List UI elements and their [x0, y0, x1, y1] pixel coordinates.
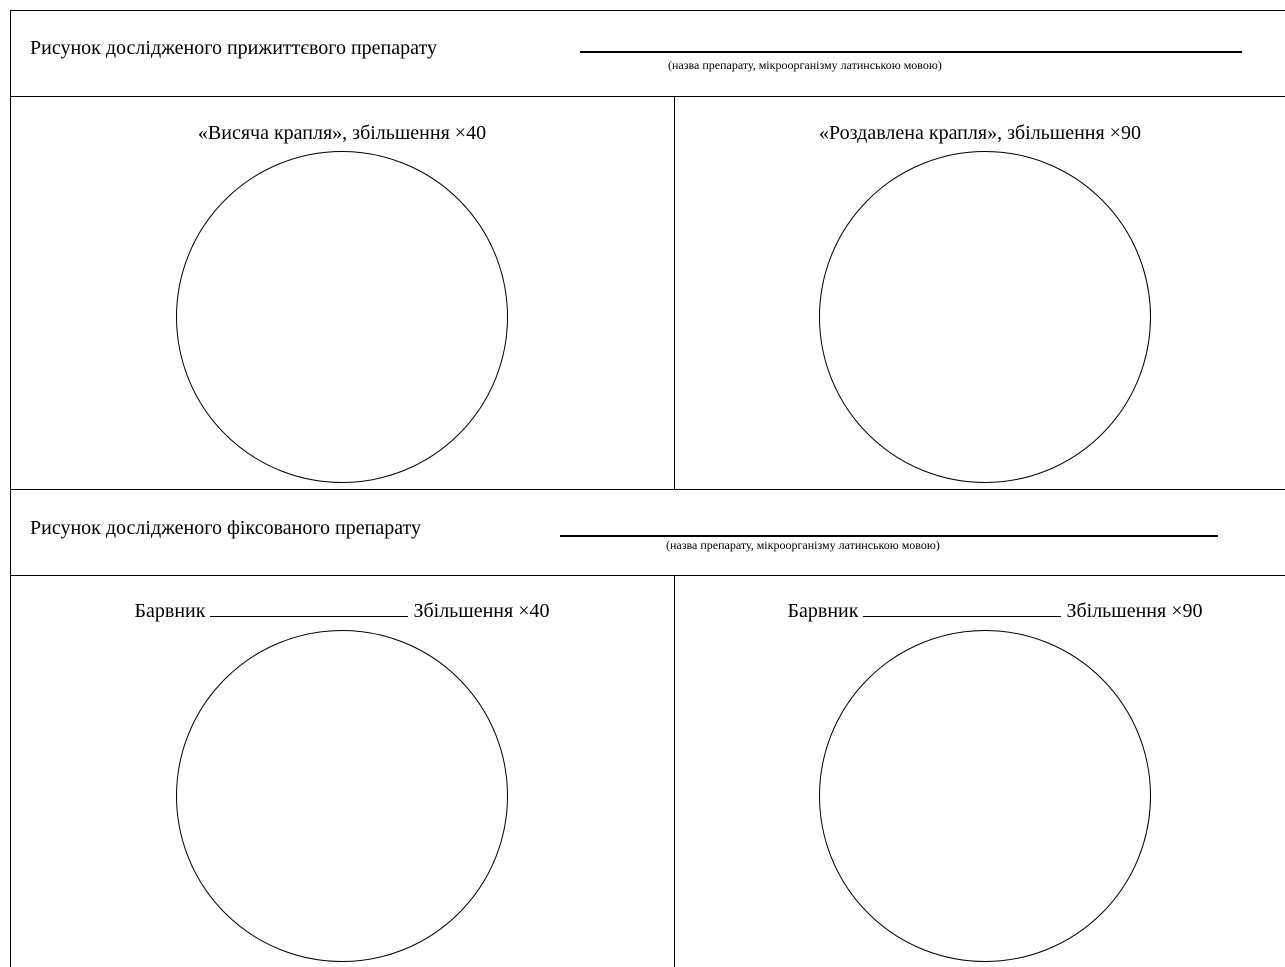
magnification-left: Збільшення ×40	[413, 600, 550, 622]
stain-label-left: Барвник	[134, 600, 206, 622]
fixed-right-drawing-circle[interactable]	[819, 630, 1151, 962]
column-divider-top	[674, 96, 675, 489]
row-divider-1	[10, 96, 1285, 97]
stain-name-blank-right[interactable]	[863, 600, 1061, 617]
table-border-top	[10, 10, 1285, 11]
squashed-drop-caption: «Роздавлена крапля», збільшення ×90	[819, 122, 1141, 144]
column-divider-bottom	[674, 575, 675, 967]
squashed-drop-drawing-circle[interactable]	[819, 151, 1151, 483]
row-divider-2	[10, 489, 1285, 490]
live-preparation-title: Рисунок дослідженого прижиттєвого препарату	[30, 37, 437, 59]
stain-name-blank-left[interactable]	[210, 600, 408, 617]
hanging-drop-caption: «Висяча крапля», збільшення ×40	[197, 122, 487, 144]
fixed-preparation-title: Рисунок дослідженого фіксованого препарату	[30, 517, 422, 539]
stain-label-right: Барвник	[787, 600, 859, 622]
fixed-preparation-hint: (назва препарату, мікроорганізму латинською мовою)	[666, 538, 940, 552]
hanging-drop-drawing-circle[interactable]	[176, 151, 508, 483]
table-border-left	[10, 10, 11, 967]
fixed-left-drawing-circle[interactable]	[176, 630, 508, 962]
live-preparation-hint: (назва препарату, мікроорганізму латинською мовою)	[668, 58, 942, 72]
stain-row-left	[10, 600, 674, 623]
live-preparation-name-blank[interactable]	[580, 51, 1242, 53]
stain-row-right	[675, 600, 1285, 623]
magnification-right: Збільшення ×90	[1066, 600, 1203, 622]
fixed-preparation-name-blank[interactable]	[560, 535, 1218, 537]
row-divider-3	[10, 575, 1285, 576]
